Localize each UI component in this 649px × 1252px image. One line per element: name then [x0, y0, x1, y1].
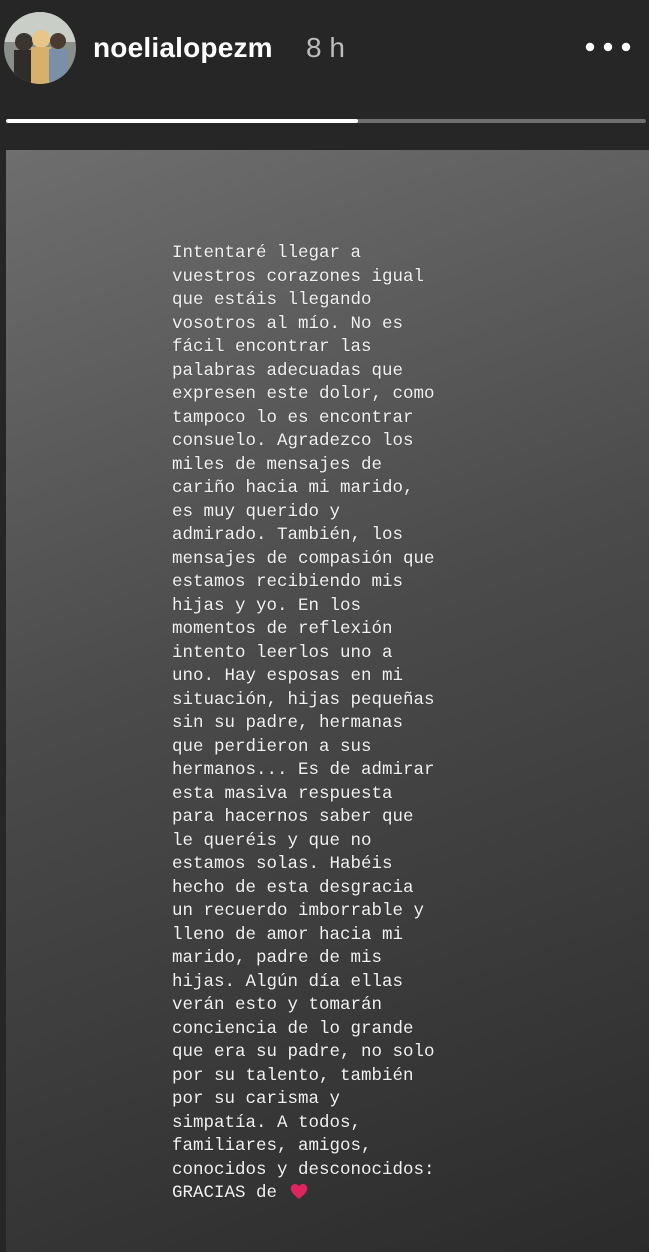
story-progress-fill: [6, 119, 358, 123]
post-time: 8 h: [306, 32, 345, 63]
story-text: [172, 242, 517, 1209]
more-options-button[interactable]: [580, 30, 636, 64]
red-heart-icon: [290, 1183, 308, 1209]
username-link[interactable]: noelialopezm: [93, 32, 273, 63]
avatar-image: [4, 12, 76, 84]
story-content[interactable]: [6, 150, 649, 1252]
story-text-body: Intentaré llegar a vuestros corazones igual que estáis llegando vosotros al mío. No es fácil encontrar las palabras adecuadas que expresen este dolor, como tampoco lo es encontrar consuelo. Agradezco los miles de mensajes de cariño hacia mi marido, es muy querido y admirado. También, los mensajes de compasión que estamos recibiendo mis hijas y yo. En los momentos de reflexión intento leerlos uno a uno. Hay esposas en mi situación, hijas pequeñas sin su padre, hermanas que perdieron a sus hermanos... Es de admirar esta masiva respuesta para hacernos saber que le queréis y que no estamos solas. Habéis hecho de esta desgracia un recuerdo imborrable y lleno de amor hacia mi marido, padre de mis hijas. Algún día ellas verán esto y tomarán conciencia de lo grande que era su padre, no solo por su talento, también por su carisma y simpatía. A todos, familiares, amigos, conocidos y desconocidos: GRACIAS de: [172, 243, 435, 1203]
avatar[interactable]: [4, 12, 76, 84]
story-header: [0, 0, 649, 145]
more-horizontal-icon: [585, 42, 631, 52]
story-progress-bar: [6, 119, 646, 123]
